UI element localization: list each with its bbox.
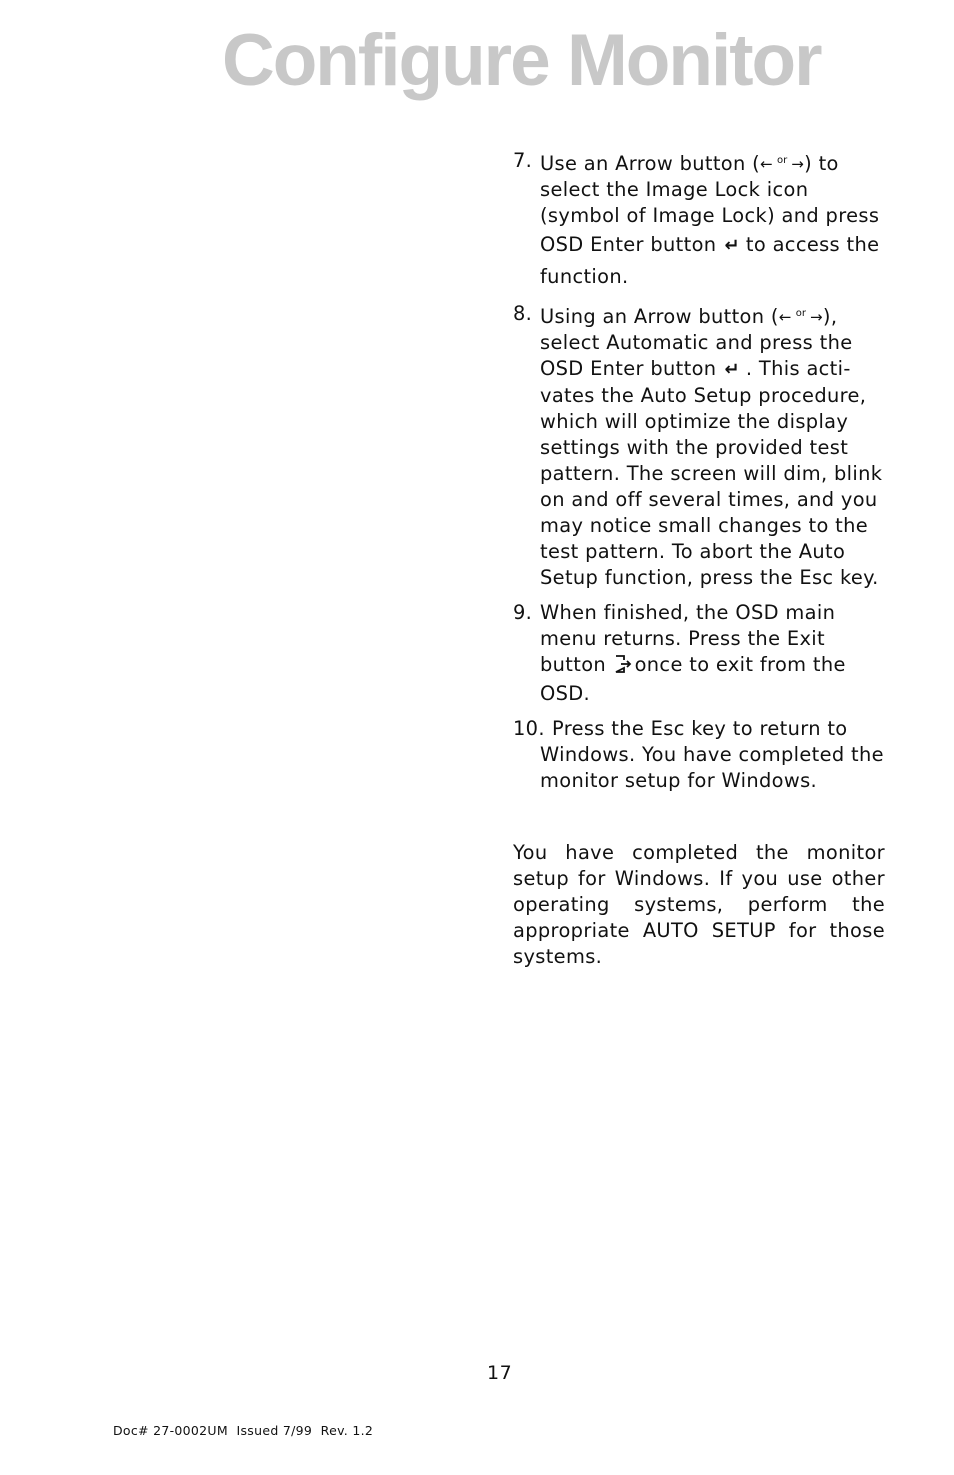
step-text: . This acti-vates the Auto Setup procedure, which will optimize the display settings with the provided test pattern. The screen will dim, blink on and off several times, and you may notice small changes to the test pattern. To abort the Auto Setup function, press the Esc key. (540, 357, 883, 589)
page-number: 17 (487, 1362, 513, 1384)
step-number: 9. (513, 601, 533, 624)
step-text: ), (822, 305, 838, 328)
left-arrow-icon: ← (778, 308, 792, 326)
step-number: 8. (513, 302, 533, 325)
exit-icon (613, 654, 633, 681)
step-text: Use an Arrow button ( (540, 152, 761, 175)
step-number: 10. (513, 717, 545, 740)
step-text: OSD Enter button (540, 357, 717, 380)
step-10 (513, 716, 885, 794)
step-text: select the Image Lock icon (symbol of Image Lock) and press OSD (540, 178, 880, 256)
page-title: Configure Monitor (222, 20, 821, 101)
step-text: Enter button (590, 233, 717, 256)
enter-icon: ↵ (724, 235, 740, 256)
instructions (513, 148, 885, 989)
step-text: ) to (804, 152, 839, 175)
step-text: to access the function. (540, 233, 880, 288)
step-9 (513, 600, 885, 707)
doc-info: Doc# 27-0002UM Issued 7/99 Rev. 1.2 (113, 1423, 374, 1438)
step-text: Press the Esc key to return to Windows. You have completed the monitor setup for Windows. (540, 717, 884, 792)
step-text: select Automatic and press the (540, 331, 853, 354)
right-arrow-icon: → (791, 155, 805, 173)
closing-paragraph: You have completed the monitor setup for Windows. If you use other operating systems, perform the appropriate AUTO SETUP for those systems. (513, 841, 885, 968)
left-arrow-icon: ← (760, 155, 774, 173)
step-text: Using an Arrow button ( (540, 305, 779, 328)
or-label: or (795, 308, 806, 319)
step-8 (513, 301, 885, 591)
right-arrow-icon: → (810, 308, 823, 326)
step-number: 7. (513, 149, 533, 172)
step-text: When finished, the OSD main menu returns. Press the Exit button (540, 601, 836, 676)
step-7 (513, 148, 885, 292)
enter-icon: ↵ (724, 359, 740, 380)
step-text: once to exit from the OSD. (540, 653, 846, 705)
or-label: or (777, 155, 788, 166)
